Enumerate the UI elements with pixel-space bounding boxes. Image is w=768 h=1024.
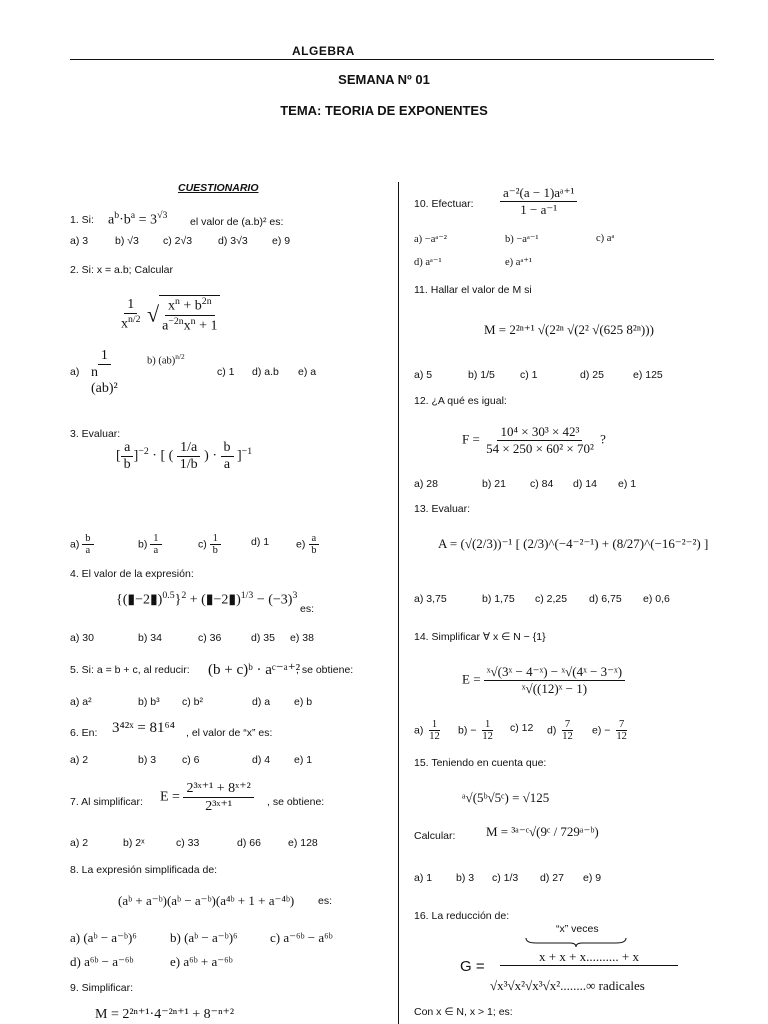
question-expression: 3⁴²ˣ = 81⁶⁴: [112, 720, 175, 736]
option-a: a) 2: [70, 754, 89, 766]
option-a: a) 3: [70, 235, 89, 247]
option-b: b) 3: [138, 754, 157, 766]
brace-label: “x” veces: [556, 923, 599, 935]
subject-title: ALGEBRA: [292, 44, 355, 58]
option-e: e) 128: [288, 837, 318, 849]
option-a: a) 2: [70, 837, 89, 849]
question-expression: F = $\frac{\text{10⁴ × 30³ × 42³}}{\text{54 × 250 × 60² × 70²}}$ ?: [462, 424, 606, 456]
option-a: a) $\frac{b}{a}$: [70, 533, 94, 556]
question-expression: M = 2²ⁿ⁺¹·4⁻²ⁿ⁺¹ + 8⁻ⁿ⁺²: [95, 1007, 235, 1022]
question-expression: $\frac{\text{a⁻²(a − 1)aᵃ⁺¹}}{\text{1 − a⁻¹}}$: [500, 185, 577, 218]
brace-shape: [524, 936, 628, 948]
option-b: b) 21: [482, 478, 506, 490]
option-e: e) aᵃ⁺¹: [505, 257, 533, 268]
question-expression: {(▮−2▮)$^{0.5}$}$^2$ + (▮−2▮)$^{1/3}$ − $(-3)^3$: [116, 590, 298, 608]
g-numerator: x + x + x.......... + x: [500, 949, 678, 966]
option-e: e) b: [294, 696, 313, 708]
question-expression: (b + c)ᵇ · aᶜ⁻ᵃ⁺²: [208, 662, 301, 678]
option-e: e) 1: [618, 478, 637, 490]
question-expression: $a^b\cdot b^a = 3^{√3}$: [108, 210, 168, 228]
option-c: c) 36: [198, 632, 222, 644]
option-c: c) 1: [217, 366, 235, 378]
header-rule: [70, 59, 714, 60]
option-d: d) 1: [251, 536, 270, 548]
option-a: a) 3,75: [414, 593, 447, 605]
option-c: c) 6: [182, 754, 200, 766]
week-title: SEMANA Nº 01: [338, 72, 430, 87]
option-b: b) 1/5: [468, 369, 495, 381]
question-label: 9. Simplificar:: [70, 982, 134, 994]
question-label: 15. Teniendo en cuenta que:: [414, 757, 547, 769]
question-label: 4. El valor de la expresión:: [70, 568, 194, 580]
question-label: 2. Si: x = a.b; Calcular: [70, 264, 174, 276]
option-e: e) a: [298, 366, 317, 378]
option-a: a) $\frac{1}{12}$: [414, 719, 440, 742]
question-expression: [ $\frac{a}{b}$ ]$^{-2}$ · [ ( $\frac{1/a}{1/b}$ ) · $\frac{b}{a}$ ]$^{-1}$: [116, 440, 253, 472]
question-expression: $\frac{1}{x^{n/2}}$ √ $\frac{x^n + b^{2n}}{a^{-2n}x^n + 1}$: [118, 295, 220, 334]
option-b: b) 3: [456, 872, 475, 884]
g-denominator: √x³√x²√x³√x²........∞ radicales: [490, 978, 645, 993]
option-c: c) 1/3: [492, 872, 519, 884]
option-e: e) 125: [633, 369, 663, 381]
option-d: d) a: [252, 696, 271, 708]
question-label: 7. Al simplificar:: [70, 796, 143, 808]
option-a-expression: 1 n (ab)²: [91, 348, 118, 396]
question-tail: es:: [318, 895, 333, 907]
option-d: d) aᵃ⁻¹: [414, 257, 442, 268]
option-e: e) a⁶ᵇ + a⁻⁶ᵇ: [170, 954, 233, 969]
option-b: b) −aᵃ⁻¹: [505, 234, 539, 245]
option-c: c) a⁻⁶ᵇ − a⁶ᵇ: [270, 930, 333, 945]
option-d: d) $\frac{7}{12}$: [547, 719, 573, 742]
question-expression: M = 2²ⁿ⁺¹ √(2²ⁿ √(2² √(625 8²ⁿ))): [484, 322, 654, 337]
condition-text: Con x ∈ N, x > 1; es:: [414, 1006, 513, 1018]
question-label: 13. Evaluar:: [414, 503, 471, 515]
calc-label: Calcular:: [414, 830, 456, 842]
option-d: d) 14: [573, 478, 597, 490]
option-d: d) 66: [237, 837, 261, 849]
option-c: c) 1: [520, 369, 538, 381]
question-label: 1. Si:: [70, 214, 94, 226]
question-tail: el valor de (a.b)² es:: [190, 216, 284, 228]
option-a: a) 5: [414, 369, 433, 381]
question-expression: A = (√(2/3))⁻¹ [ (2/3)^(−4⁻²⁻¹) + (8/27)^(−16⁻²⁻²) ]: [438, 536, 709, 551]
question-expression: E = $\frac{\text{ˣ√(3ˣ − 4⁻ˣ) − ˣ√(4ˣ − 3⁻ˣ)}}{\text{ˣ√((12)ˣ − 1)}}$: [462, 664, 625, 697]
option-e: e) 9: [583, 872, 602, 884]
option-d: d) a⁶ᵇ − a⁻⁶ᵇ: [70, 954, 134, 969]
option-b: b) 1,75: [482, 593, 515, 605]
question-expression: E = $\frac{\text{2³ˣ⁺¹ + 8ˣ⁺²}}{\text{2³ˣ⁺¹}}$: [160, 780, 254, 815]
option-a: a) 30: [70, 632, 94, 644]
option-d: d) a.b: [252, 366, 279, 378]
option-d: d) 4: [252, 754, 271, 766]
option-b: b) 34: [138, 632, 162, 644]
option-a: a): [70, 366, 80, 378]
question-expression: ᵃ√(5ᵇ√5ᶜ) = √125: [462, 790, 550, 805]
section-title: CUESTIONARIO: [178, 182, 259, 194]
calc-expression: M = ³ᵃ⁻ᶜ√(9ᶜ / 729ᵃ⁻ᵇ): [486, 824, 599, 839]
question-tail: es:: [300, 603, 315, 615]
option-c: c) 33: [176, 837, 200, 849]
option-a: a) (aᵇ − a⁻ᵇ)⁶: [70, 930, 137, 945]
topic-title: TEMA: TEORIA DE EXPONENTES: [280, 103, 488, 118]
question-label: 16. La reducción de:: [414, 910, 510, 922]
option-e: e) 0,6: [643, 593, 670, 605]
option-b: b) (aᵇ − a⁻ᵇ)⁶: [170, 930, 238, 945]
option-b: b) √3: [115, 235, 139, 247]
option-c: c) 2√3: [163, 235, 193, 247]
question-tail: , se obtiene:: [267, 796, 325, 808]
question-label: 6. En:: [70, 727, 98, 739]
question-tail: , se obtiene:: [296, 664, 354, 676]
option-d: d) 3√3: [218, 235, 248, 247]
option-e: e) 9: [272, 235, 291, 247]
question-label: 8. La expresión simplificada de:: [70, 864, 218, 876]
question-label: 14. Simplificar ∀ x ∈ N − {1}: [414, 631, 546, 643]
question-label: 12. ¿A qué es igual:: [414, 395, 507, 407]
option-b: b) − $\frac{1}{12}$: [458, 719, 493, 742]
option-d: d) 25: [580, 369, 604, 381]
question-expression: (aᵇ + a⁻ᵇ)(aᵇ − a⁻ᵇ)(a⁴ᵇ + 1 + a⁻⁴ᵇ): [118, 893, 295, 908]
option-e: e) $\frac{a}{b}$: [296, 533, 320, 556]
option-e: e) 1: [294, 754, 313, 766]
option-c: c) 12: [510, 722, 534, 734]
option-a: a) −aᵃ⁻²: [414, 234, 447, 245]
option-c: c) aᵃ: [596, 233, 615, 244]
option-d: d) 27: [540, 872, 564, 884]
question-label: 10. Efectuar:: [414, 198, 474, 210]
question-label: 5. Si: a = b + c, al reducir:: [70, 664, 190, 676]
option-b: b) 2ˣ: [123, 837, 145, 849]
option-c: c) 2,25: [535, 593, 568, 605]
option-b: b) b³: [138, 696, 160, 708]
column-divider: [398, 182, 399, 1024]
option-c: c) $\frac{1}{b}$: [198, 533, 221, 556]
option-c: c) 84: [530, 478, 554, 490]
option-a: a) 1: [414, 872, 433, 884]
option-e: e) 38: [290, 632, 314, 644]
question-label: 3. Evaluar:: [70, 428, 121, 440]
option-c: c) b²: [182, 696, 203, 708]
option-d: d) 35: [251, 632, 275, 644]
question-tail: , el valor de “x” es:: [186, 727, 273, 739]
option-a: a) 28: [414, 478, 438, 490]
option-a: a) a²: [70, 696, 92, 708]
option-b: b) (ab)$^{n/2}$: [147, 352, 185, 367]
option-b: b) $\frac{1}{a}$: [138, 533, 162, 556]
g-lhs: G =: [460, 958, 485, 975]
option-d: d) 6,75: [589, 593, 622, 605]
option-e: e) − $\frac{7}{12}$: [592, 719, 627, 742]
question-label: 11. Hallar el valor de M si: [414, 284, 532, 296]
